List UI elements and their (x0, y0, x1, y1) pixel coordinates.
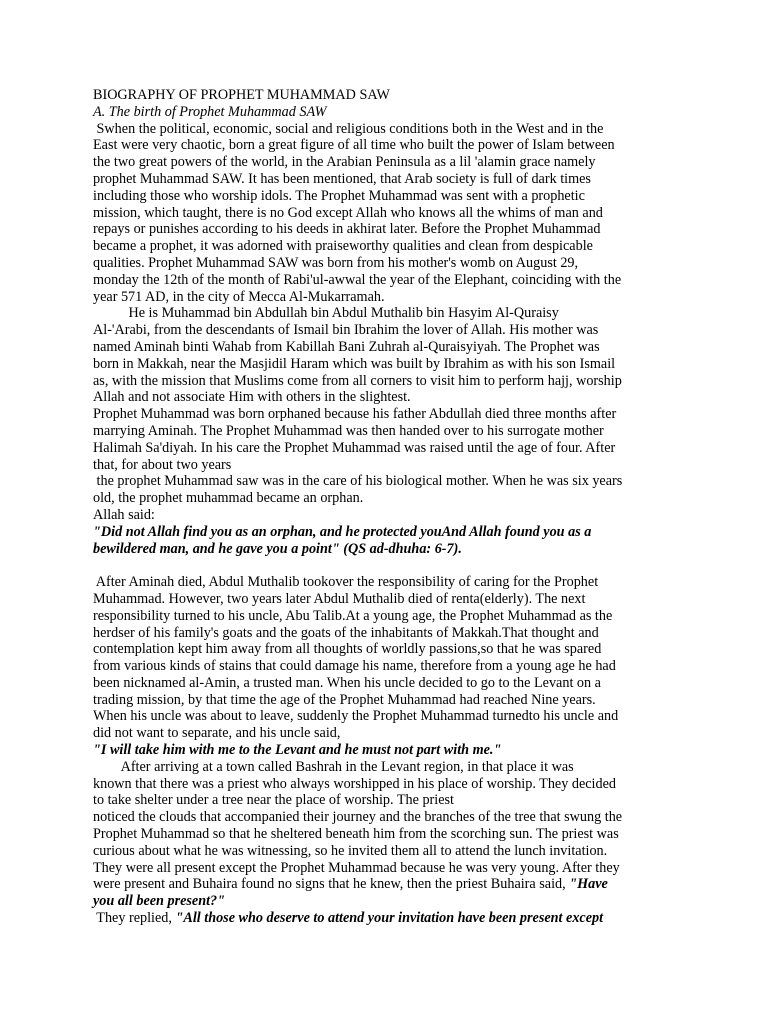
text-line: did not want to separate, and his uncle said, (93, 725, 341, 742)
text-line: After Aminah died, Abdul Muthalib tookover the responsibility of caring for the Prophet (93, 574, 599, 591)
text-line: named Aminah binti Wahab from Kabillah Bani Zuhrah al-Quraisyiyah. The Prophet was (93, 338, 600, 355)
text-line: After arriving at a town called Bashrah in the Levant region, in that place it was (93, 758, 574, 775)
quote-line: bewildered man, and he gave you a point" (QS ad-dhuha: 6-7). (93, 540, 462, 557)
text-line: year 571 AD, in the city of Mecca Al-Mukarramah. (93, 288, 385, 305)
text-line: East were very chaotic, born a great figure of all time who built the power of Islam between (93, 137, 615, 154)
paragraph-bashrah (93, 759, 673, 910)
text-line: born in Makkah, near the Masjidil Haram which was built by Ibrahim as with his son Ismail (93, 355, 616, 372)
text-line: They were all present except the Prophet Muhammad because he was very young. After they (93, 859, 620, 876)
text-line: became a prophet, it was adorned with praiseworthy qualities and clean from despicable (93, 238, 593, 255)
quote-run: "Have (569, 876, 608, 893)
quote-run: "All those who deserve to attend your invitation have been present except (175, 910, 604, 927)
text-line: old, the prophet muhammad became an orphan. (93, 490, 364, 507)
text-line: contemplation kept him away from all thoughts of worldly passions,so that he was spared (93, 641, 602, 658)
text-line: mission, which taught, there is no God except Allah who knows all the whims of man and (93, 204, 603, 221)
blank-line (93, 557, 673, 574)
text-line: monday the 12th of the month of Rabi'ul-awwal the year of the Elephant, coinciding with the (93, 271, 622, 288)
quote-line: "Did not Allah find you as an orphan, and he protected youAnd Allah found you as a (93, 523, 592, 540)
quote-line: you all been present?" (93, 893, 226, 910)
text-line: When his uncle was about to leave, suddenly the Prophet Muhammad turnedto his uncle and (93, 708, 619, 725)
text-line: curious about what he was witnessing, so he invited them all to attend the lunch invitation. (93, 842, 608, 859)
text-line: responsibility turned to his uncle, Abu Talib.At a young age, the Prophet Muhammad as the (93, 607, 613, 624)
document-body (93, 87, 673, 927)
text-line-mixed (93, 910, 673, 927)
quote-levant: "I will take him with me to the Levant and he must not part with me." (93, 742, 502, 759)
paragraph-birth (93, 121, 673, 306)
paragraph-abu-talib (93, 574, 673, 742)
text-line: Al-'Arabi, from the descendants of Ismail bin Ibrahim the lover of Allah. His mother was (93, 322, 599, 339)
text-line: including those who worship idols. The Prophet Muhammad was sent with a prophetic (93, 187, 585, 204)
text-line: Prophet Muhammad was born orphaned because his father Abdullah died three months after (93, 406, 617, 423)
text-line: qualities. Prophet Muhammad SAW was born from his mother's womb on August 29, (93, 254, 579, 271)
allah-said-label: Allah said: (93, 506, 155, 523)
text-line: known that there was a priest who always worshipped in his place of worship. They decided (93, 775, 616, 792)
text-line: noticed the clouds that accompanied their journey and the branches of the tree that swung the (93, 809, 623, 826)
text-line: herdser of his family's goats and the goats of the inhabitants of Makkah.That thought and (93, 624, 599, 641)
text-run: They replied, (93, 910, 176, 927)
text-line: prophet Muhammad SAW. It has been mentioned, that Arab society is full of dark times (93, 170, 591, 187)
text-line: Muhammad. However, two years later Abdul Muthalib died of renta(elderly). The next (93, 590, 586, 607)
text-line: He is Muhammad bin Abdullah bin Abdul Muthalib bin Hasyim Al-Quraisy (93, 305, 559, 322)
text-line: the two great powers of the world, in the Arabian Peninsula as a lil 'alamin grace namely (93, 154, 596, 171)
text-line: Swhen the political, economic, social and religious conditions both in the West and in the (93, 120, 604, 137)
text-line: that, for about two years (93, 456, 232, 473)
text-line: Allah and not associate Him with others in the slightest. (93, 389, 411, 406)
text-line: the prophet Muhammad saw was in the care of his biological mother. When he was six years (93, 473, 623, 490)
text-line: been nicknamed al-Amin, a trusted man. When his uncle decided to go to the Levant on a (93, 674, 601, 691)
paragraph-orphan (93, 406, 673, 473)
paragraph-lineage (93, 305, 673, 406)
section-heading: A. The birth of Prophet Muhammad SAW (93, 103, 327, 120)
text-line-mixed (93, 876, 673, 893)
text-line: trading mission, by that time the age of the Prophet Muhammad had reached Nine years. (93, 691, 596, 708)
text-run: were present and Buhaira found no signs that he knew, then the priest Buhaira said, (93, 876, 570, 893)
text-line: to take shelter under a tree near the place of worship. The priest (93, 792, 454, 809)
paragraph-mother-care (93, 473, 673, 507)
text-line: Prophet Muhammad so that he sheltered beneath him from the scorching sun. The priest was (93, 826, 619, 843)
quote-ad-dhuha (93, 524, 673, 558)
text-line: marrying Aminah. The Prophet Muhammad was then handed over to his surrogate mother (93, 422, 604, 439)
text-line: from various kinds of stains that could damage his name, therefore from a young age he had (93, 658, 616, 675)
text-line: repays or punishes according to his deeds in akhirat later. Before the Prophet Muhammad (93, 221, 601, 238)
document-title: BIOGRAPHY OF PROPHET MUHAMMAD SAW (93, 87, 390, 103)
text-line: as, with the mission that Muslims come from all corners to visit him to perform hajj, worship (93, 372, 622, 389)
text-line: Halimah Sa'diyah. In his care the Prophet Muhammad was raised until the age of four. After (93, 439, 616, 456)
